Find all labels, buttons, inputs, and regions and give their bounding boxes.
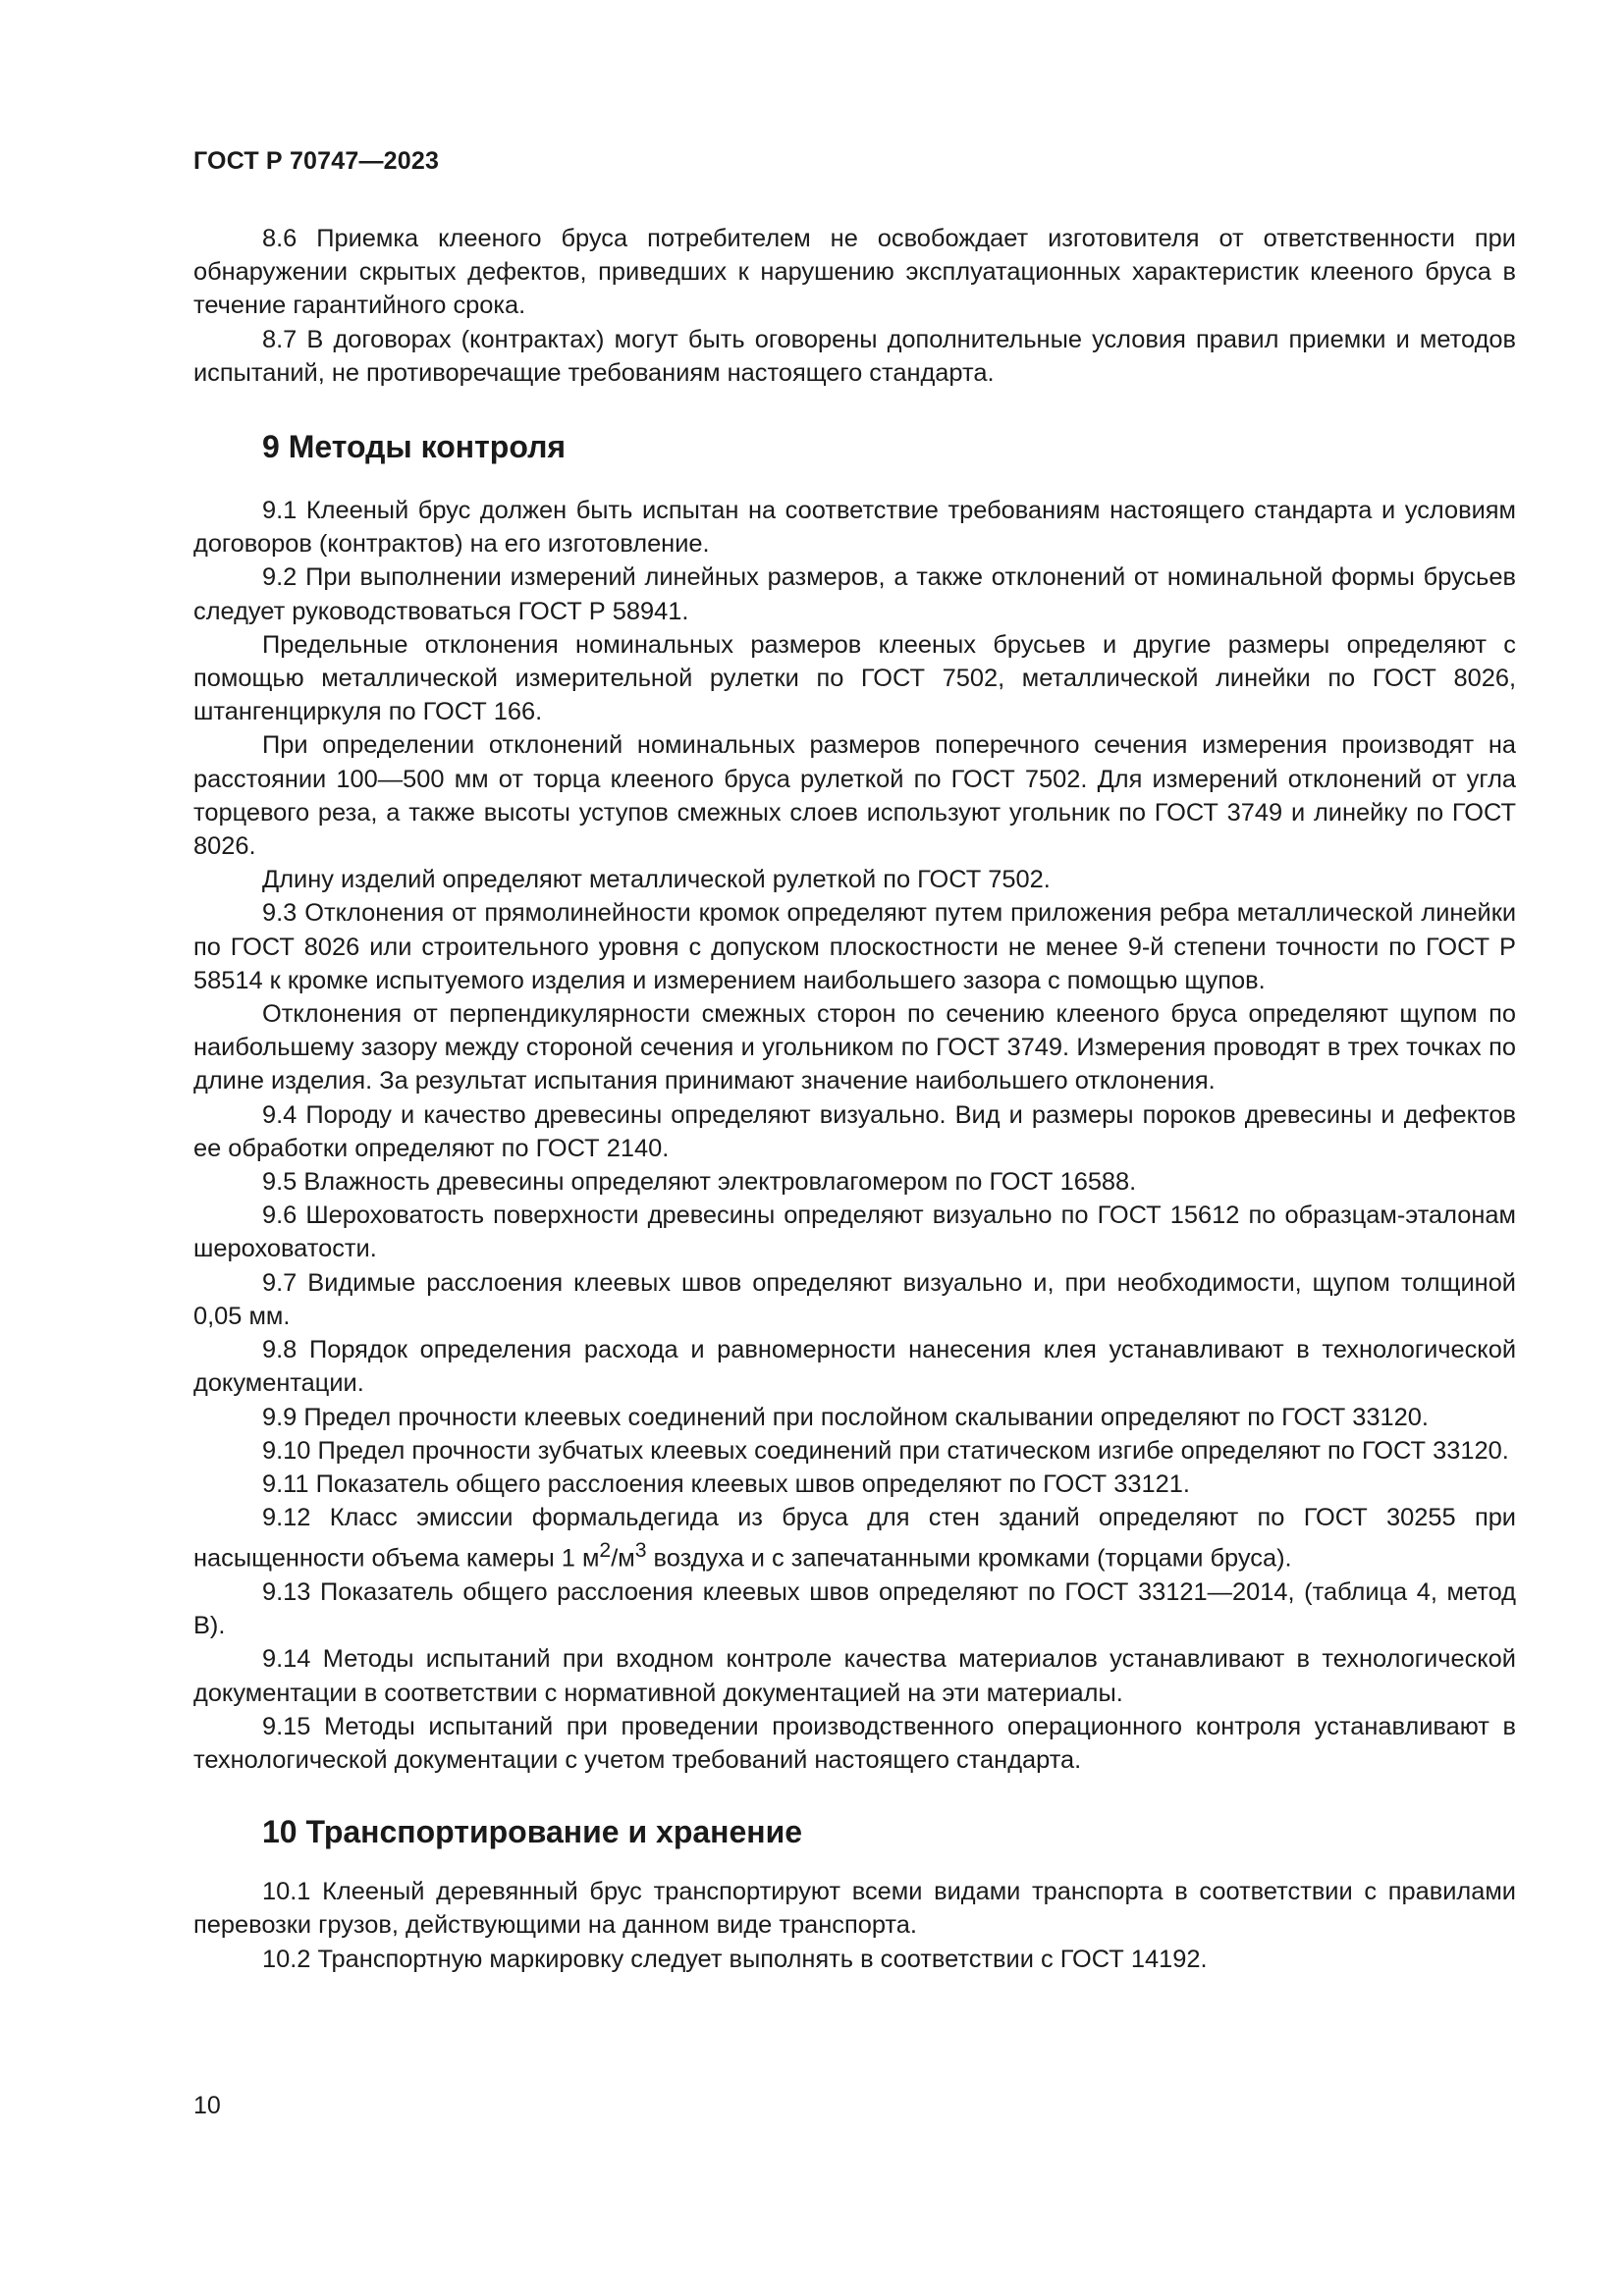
paragraph-10-1: 10.1 Клееный деревянный брус транспортируют всеми видами транспорта в соответствии с правилами перевозки грузов, действующими на данном виде транспорта. — [193, 1878, 1516, 1940]
section-9-title: 9 Методы контроля — [262, 429, 567, 465]
paragraph-9-3-perpendicularity: Отклонения от перпендикулярности смежных сторон по сечению клееного бруса определяют щупом по наибольшему зазору между стороной сечения и угольником по ГОСТ 3749. Измерения проводят в трех точках по длине изделия. За результат испытания принимают значение наибольшего отклонения. — [193, 1000, 1516, 1095]
paragraph-9-6: 9.6 Шероховатость поверхности древесины определяют визуально по ГОСТ 15612 по образцам-эталонам шероховатости. — [193, 1201, 1516, 1263]
paragraph-9-12-text-start: 9.12 Класс эмиссии формальдегида из бруса для стен зданий определяют по ГОСТ 30255 при насыщенности объема камеры 1 м — [193, 1504, 1516, 1573]
page-number: 10 — [193, 2092, 221, 2119]
paragraph-9-11: 9.11 Показатель общего расслоения клеевых швов определяют по ГОСТ 33121. — [262, 1469, 1190, 1498]
paragraph-9-12-unit: /м — [611, 1544, 635, 1573]
paragraph-9-3: 9.3 Отклонения от прямолинейности кромок определяют путем приложения ребра металлической линейки по ГОСТ 8026 или строительного уровня с допуском плоскостности не менее 9-й степени точности по ГОСТ Р 58514 к кромке испытуемого изделия и измерением наибольшего зазора с помощью щупов. — [193, 899, 1516, 994]
paragraph-9-7: 9.7 Видимые расслоения клеевых швов определяют визуально и, при необходимости, щупом толщиной 0,05 мм. — [193, 1268, 1516, 1330]
paragraph-9-12 — [193, 1501, 1516, 1575]
paragraph-9-2-length: Длину изделий определяют металлической рулеткой по ГОСТ 7502. — [262, 866, 1051, 894]
paragraph-9-5: 9.5 Влажность древесины определяют электровлагомером по ГОСТ 16588. — [262, 1168, 1137, 1197]
paragraph-9-12-text-end: воздуха и с запечатанными кромками (торцами бруса). — [646, 1544, 1292, 1573]
paragraph-9-10: 9.10 Предел прочности зубчатых клеевых соединений при статическом изгибе определяют по ГОСТ 33120. — [262, 1436, 1509, 1465]
paragraph-8-7: 8.7 В договорах (контрактах) могут быть оговорены дополнительные условия правил приемки и методов испытаний, не противоречащие требованиям настоящего стандарта. — [193, 325, 1516, 387]
paragraph-9-2-tolerances: Предельные отклонения номинальных размеров клееных брусьев и другие размеры определяют с помощью металлической измерительной рулетки по ГОСТ 7502, металлической линейки по ГОСТ 8026, штангенциркуля по ГОСТ 166. — [193, 630, 1516, 726]
paragraph-9-9: 9.9 Предел прочности клеевых соединений при послойном скалывании определяют по ГОСТ 33120. — [262, 1403, 1429, 1431]
page-content — [193, 222, 1516, 1976]
paragraph-9-1: 9.1 Клееный брус должен быть испытан на соответствие требованиям настоящего стандарта и условиям договоров (контрактов) на его изготовление. — [193, 497, 1516, 559]
paragraph-9-13: 9.13 Показатель общего расслоения клеевых швов определяют по ГОСТ 33121—2014, (таблица 4, метод В). — [193, 1577, 1516, 1640]
paragraph-10-2: 10.2 Транспортную маркировку следует выполнять в соответствии с ГОСТ 14192. — [262, 1945, 1208, 1973]
paragraph-9-4: 9.4 Породу и качество древесины определяют визуально. Вид и размеры пороков древесины и дефектов ее обработки определяют по ГОСТ 2140. — [193, 1100, 1516, 1162]
paragraph-9-2-cross-section: При определении отклонений номинальных размеров поперечного сечения измерения производят на расстоянии 100—500 мм от торца клееного бруса рулеткой по ГОСТ 7502. Для измерений отклонений от угла торцевого реза, а также высоты уступов смежных слоев используют угольник по ГОСТ 3749 и линейку по ГОСТ 8026. — [193, 731, 1516, 861]
standard-header: ГОСТ Р 70747—2023 — [193, 147, 440, 175]
section-10-title: 10 Транспортирование и хранение — [262, 1814, 803, 1850]
paragraph-9-2: 9.2 При выполнении измерений линейных размеров, а также отклонений от номинальной формы брусьев следует руководствоваться ГОСТ Р 58941. — [193, 563, 1516, 625]
superscript-3: 3 — [634, 1539, 647, 1563]
paragraph-9-14: 9.14 Методы испытаний при входном контроле качества материалов устанавливают в технологической документации в соответствии с нормативной документацией на эти материалы. — [193, 1645, 1516, 1707]
superscript-2: 2 — [599, 1539, 612, 1563]
paragraph-9-8: 9.8 Порядок определения расхода и равномерности нанесения клея устанавливают в технологической документации. — [193, 1336, 1516, 1398]
paragraph-8-6: 8.6 Приемка клееного бруса потребителем не освобождает изготовителя от ответственности при обнаружении скрытых дефектов, приведших к нарушению эксплуатационных характеристик клееного бруса в течение гарантийного срока. — [193, 225, 1516, 320]
paragraph-9-15: 9.15 Методы испытаний при проведении производственного операционного контроля устанавливают в технологической документации с учетом требований настоящего стандарта. — [193, 1712, 1516, 1774]
